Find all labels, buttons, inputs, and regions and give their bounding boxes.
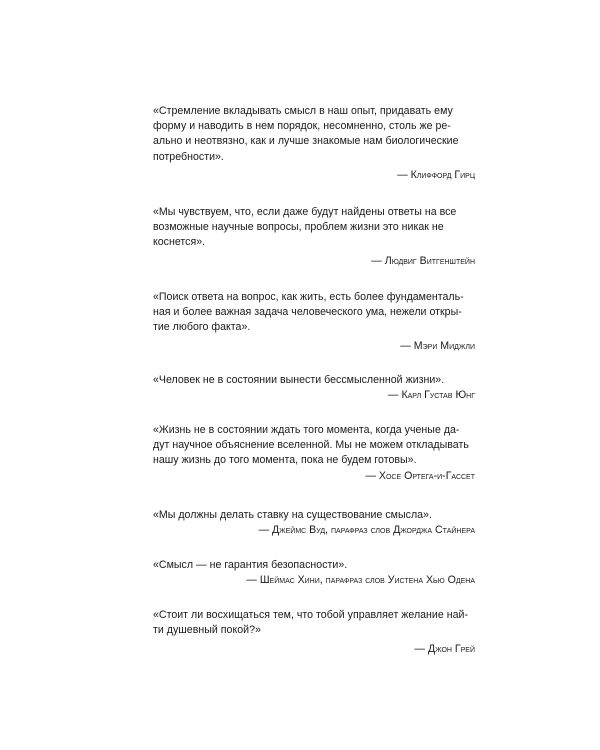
quote-line: коснется». [153, 236, 206, 249]
quote-attribution: — Джеймс Вуд, парафраз слов Джорджа Стайнера [258, 524, 475, 537]
quote-line: ально и неотвязно, как и лучше знакомые нам биологические [153, 135, 459, 148]
quote-block [153, 558, 475, 588]
quote-block [153, 423, 475, 484]
quote-line: возможные научные вопросы, проблем жизни это никак не [153, 221, 444, 234]
quote-line: ная и более важная задача человеческого ума, нежели откры- [153, 306, 462, 319]
quote-block [153, 104, 475, 183]
quote-block [153, 608, 475, 657]
quote-block [153, 373, 475, 403]
quote-line: дут научное объяснение вселенной. Мы не можем откладывать [153, 439, 469, 452]
quote-block [153, 508, 475, 538]
quote-line: потребности». [153, 150, 224, 163]
quote-attribution: — Джон Грей [414, 643, 475, 656]
quote-block [153, 205, 475, 269]
quote-line: «Человек не в состоянии вынести бессмысленной жизни». [153, 374, 445, 386]
quote-line: ти душевный покой?» [153, 624, 261, 637]
quote-attribution: — Людвиг Витгенштейн [371, 254, 475, 267]
quote-line: нашу жизнь до того момента, пока не будем готовы». [153, 454, 417, 467]
quote-line: «Стремление вкладывать смысл в наш опыт, придавать ему [153, 105, 453, 117]
quote-line: «Стоит ли восхищаться тем, что тобой управляет желание най- [153, 609, 469, 621]
quote-line: тие любого факта». [153, 321, 251, 334]
quote-attribution: — Клиффорд Гирц [397, 168, 475, 181]
quote-line: «Поиск ответа на вопрос, как жить, есть более фундаменталь- [153, 291, 464, 303]
quote-line: «Жизнь не в состоянии ждать того момента, когда ученые да- [153, 424, 460, 436]
quote-attribution: — Карл Густав Юнг [387, 389, 475, 402]
quote-line: «Смысл — не гарантия безопасности». [153, 559, 348, 571]
quote-block [153, 290, 475, 354]
quote-attribution: — Хосе Ортега-и-Гассет [365, 469, 475, 482]
quote-attribution: — Шеймас Хини, парафраз слов Уистена Хью Одена [246, 574, 475, 587]
quote-line: форму и наводить в нем порядок, несомненно, столь же ре- [153, 120, 451, 133]
quote-line: «Мы чувствуем, что, если даже будут найдены ответы на все [153, 206, 457, 218]
quote-attribution: — Мэри Миджли [400, 339, 475, 352]
quote-line: «Мы должны делать ставку на существование смысла». [153, 509, 432, 521]
